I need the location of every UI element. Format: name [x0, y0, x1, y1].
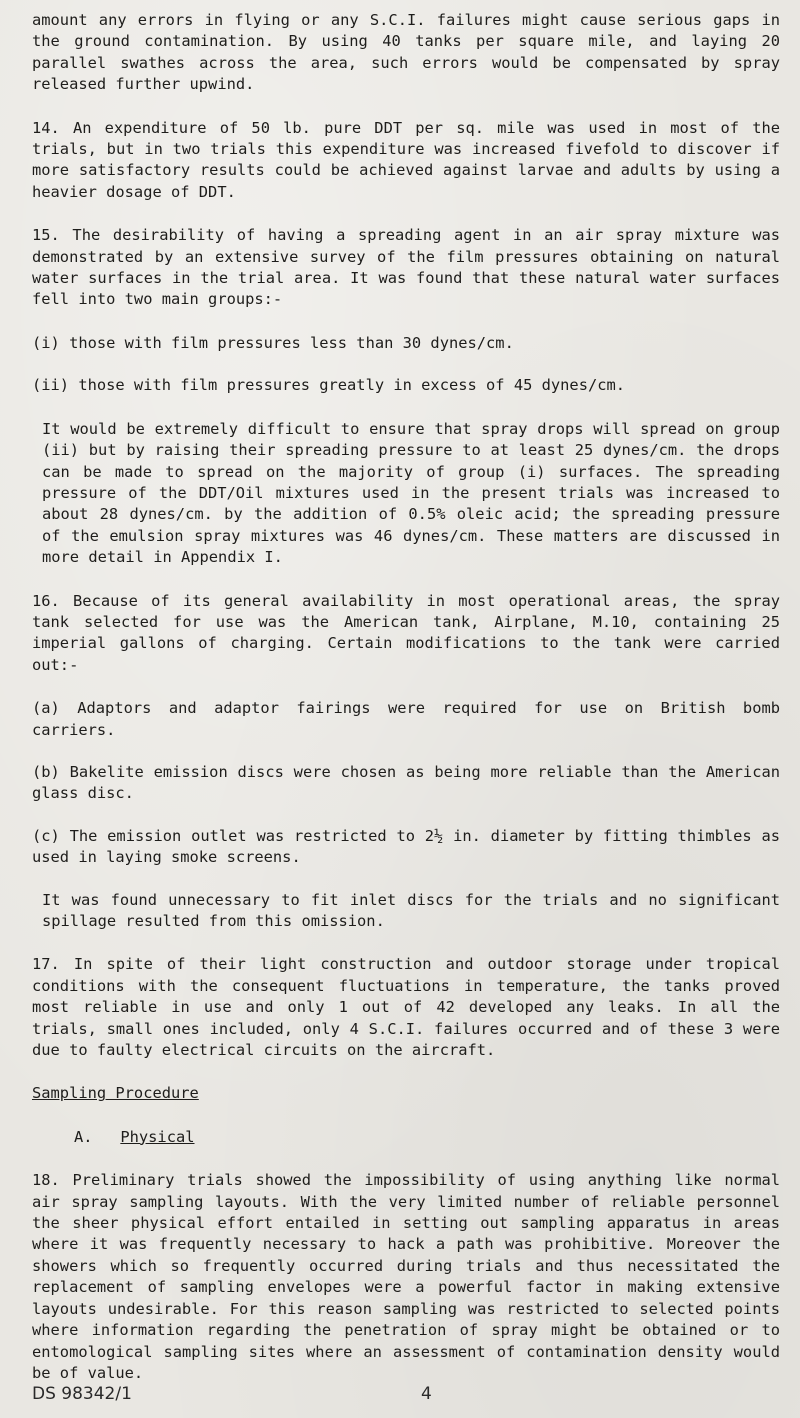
subsection-letter: A. [74, 1127, 93, 1146]
paragraph-15-continuation: It would be extremely difficult to ensure that spray drops will spread on group (ii) but by raising their spreading pressure to at least 25 dynes/cm. the drops can be made to spread on the majority of group (i) surfaces. The spreading pressure of the DDT/Oil mixtures used in the present trials was increased to about 28 dynes/cm. by the addition of 0.5% oleic acid; the spreading pressure of the emulsion spray mixtures was 46 dynes/cm. These matters are discussed in more detail in Appendix I. [42, 419, 780, 567]
paragraph-15-item-i: (i) those with film pressures less than 30 dynes/cm. [32, 333, 514, 352]
paragraph-16-continuation: It was found unnecessary to fit inlet discs for the trials and no significant spillage resulted from this omission. [42, 890, 780, 930]
subsection-title: Physical [120, 1127, 195, 1146]
paragraph-15-item-ii: (ii) those with film pressures greatly in excess of 45 dynes/cm. [32, 376, 626, 395]
section-heading [32, 1083, 780, 1104]
paragraph-intro: amount any errors in flying or any S.C.I. failures might cause serious gaps in the ground contamination. By using 40 tanks per square mile, and laying 20 parallel swathes across the area, such errors would be compensated by spray released further upwind. [32, 11, 780, 94]
subsection-heading [32, 1127, 780, 1148]
document-reference: DS 98342/1 [32, 1384, 132, 1404]
paragraph-18: 18. Preliminary trials showed the impossibility of using anything like normal air spray sampling layouts. With the very limited number of reliable personnel the sheer physical effort entailed in setting out sampling apparatus in areas where it was frequently necessary to hack a path was prohibitive. Moreover the showers which so frequently occurred during trials and thus necessitated the replacement of sampling envelopes were a powerful factor in making extensive layouts undesirable. For this reason sampling was restricted to selected points where information regarding the penetration of spray might be obtained or to entomological sampling sites where an assessment of contamination density would be of value. [32, 1171, 780, 1382]
paragraph-17: 17. In spite of their light construction and outdoor storage under tropical conditions with the consequent fluctuations in temperature, the tanks proved most reliable in use and only 1 out of 42 developed any leaks. In all the trials, small ones included, only 4 S.C.I. failures occurred and of these 3 were due to faulty electrical circuits on the aircraft. [32, 955, 780, 1060]
section-heading-text: Sampling Procedure [32, 1084, 199, 1103]
paragraph-14: 14. An expenditure of 50 lb. pure DDT per sq. mile was used in most of the trials, but in two trials this expenditure was increased fivefold to discover if more satisfactory results could be achieved against larvae and adults by using a heavier dosage of DDT. [32, 118, 780, 201]
paragraph-15: 15. The desirability of having a spreading agent in an air spray mixture was demonstrated by an extensive survey of the film pressures obtaining on natural water surfaces in the trial area. It was found that these natural water surfaces fell into two main groups:- [32, 226, 780, 309]
paragraph-16: 16. Because of its general availability in most operational areas, the spray tank selected for use was the American tank, Airplane, M.10, containing 25 imperial gallons of charging. Certain modifications to the tank were carried out:- [32, 591, 780, 674]
paragraph-16-item-b: (b) Bakelite emission discs were chosen as being more reliable than the American glass disc. [32, 762, 780, 803]
document-body [32, 10, 780, 1384]
page-number: 4 [421, 1384, 432, 1404]
paragraph-16-item-c: (c) The emission outlet was restricted to 2½ in. diameter by fitting thimbles as used in laying smoke screens. [32, 826, 780, 867]
paragraph-16-item-a: (a) Adaptors and adaptor fairings were required for use on British bomb carriers. [32, 699, 780, 739]
